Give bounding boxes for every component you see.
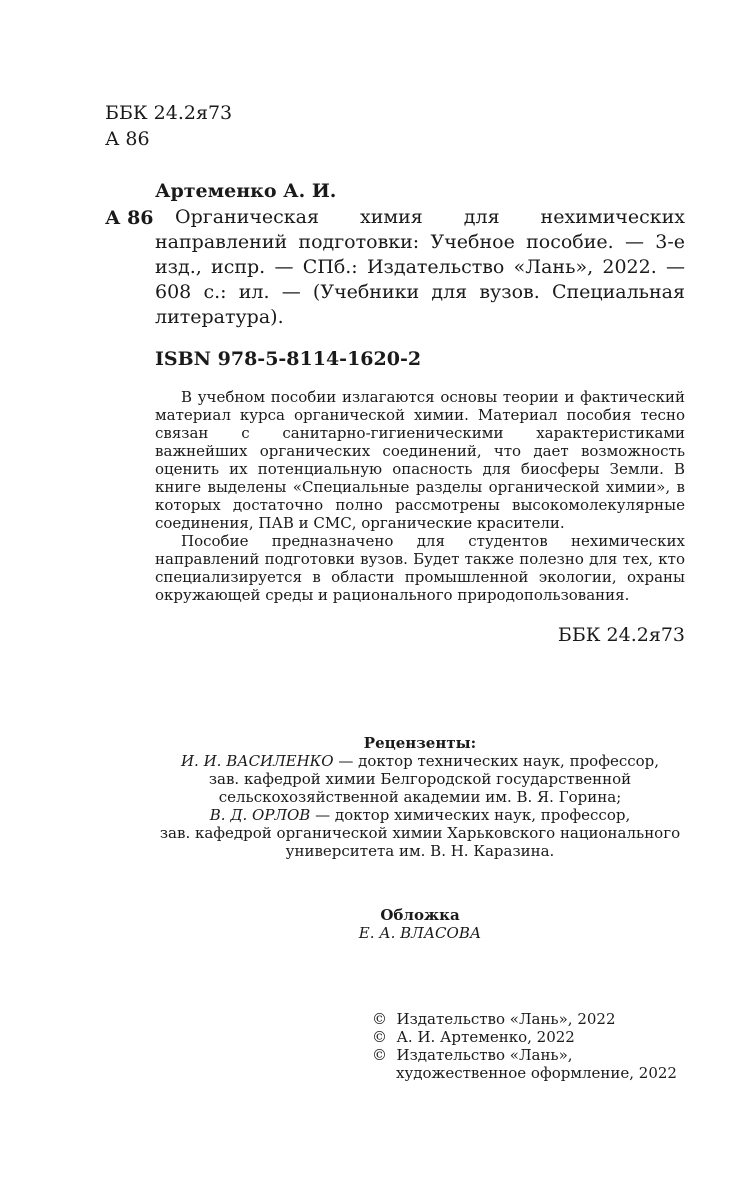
annotation-paragraph-2: Пособие предназначено для студентов нехимических направлений подготовки вузов. Будет также полезно для тех, кто специализируется в области промышленной экологии, охраны окружающей среды и рационального природопользования. — [155, 532, 685, 604]
reviewer-2 — [155, 806, 685, 824]
copyright-symbol: © — [372, 1010, 387, 1028]
copyright-line-1 — [372, 1010, 702, 1028]
copyright-text: А. И. Артеменко, 2022 — [396, 1028, 575, 1046]
copyright-block — [372, 1010, 702, 1082]
isbn: ISBN 978-5-8114-1620-2 — [155, 348, 422, 370]
cover-heading: Обложка — [380, 906, 460, 924]
cover-designer: Е. А. ВЛАСОВА — [358, 924, 482, 942]
reviewer-1 — [155, 752, 685, 770]
reviewer-1-title: — доктор технических наук, профессор, — [333, 752, 660, 770]
annotation — [155, 388, 685, 604]
copyright-line-4: художественное оформление, 2022 — [396, 1064, 677, 1082]
bbk-code-bottom: ББК 24.2я73 — [557, 624, 685, 646]
copyright-line-2 — [372, 1028, 702, 1046]
reviewer-2-line3: университета им. В. Н. Каразина. — [285, 842, 555, 860]
copyright-text: Издательство «Лань», 2022 — [396, 1010, 616, 1028]
copyright-line-3 — [372, 1046, 702, 1064]
bib-mark: А 86 — [105, 207, 154, 229]
reviewer-2-title: — доктор химических наук, профессор, — [310, 806, 631, 824]
bbk-code: ББК 24.2я73 — [105, 102, 233, 124]
bib-author: Артеменко А. И. — [155, 180, 337, 202]
annotation-paragraph-1: В учебном пособии излагаются основы теории и фактический материал курса органической химии. Материал пособия тесно связан с санитарно-гигиеническими характеристиками важнейших органических соединений, что дает возможность оценить их потенциальную опасность для биосферы Земли. В книге выделены «Специальные разделы органической химии», в которых достаточно полно рассмотрены высокомолекулярные соединения, ПАВ и СМС, органические красители. — [155, 388, 685, 532]
reviewer-1-line3: сельскохозяйственной академии им. В. Я. Горина; — [218, 788, 622, 806]
reviewer-1-line2: зав. кафедрой химии Белгородской государственной — [208, 770, 632, 788]
reviewer-2-line2: зав. кафедрой органической химии Харьковского национального — [159, 824, 681, 842]
copyright-symbol: © — [372, 1028, 387, 1046]
reviewer-2-name: В. Д. ОРЛОВ — [209, 806, 311, 824]
author-mark: А 86 — [105, 128, 150, 150]
cover-credit — [155, 906, 685, 942]
reviewers-heading: Рецензенты: — [363, 734, 477, 752]
reviewers — [155, 734, 685, 860]
copyright-symbol: © — [372, 1046, 387, 1064]
copyright-text: Издательство «Лань», — [396, 1046, 573, 1064]
bib-description: Органическая химия для нехимических направлений подготовки: Учебное пособие. — 3-е изд., испр. — СПб.: Издательство «Лань», 2022. — 608 с.: ил. — (Учебники для вузов. Специальная литература). — [155, 206, 685, 328]
reviewer-1-name: И. И. ВАСИЛЕНКО — [180, 752, 334, 770]
